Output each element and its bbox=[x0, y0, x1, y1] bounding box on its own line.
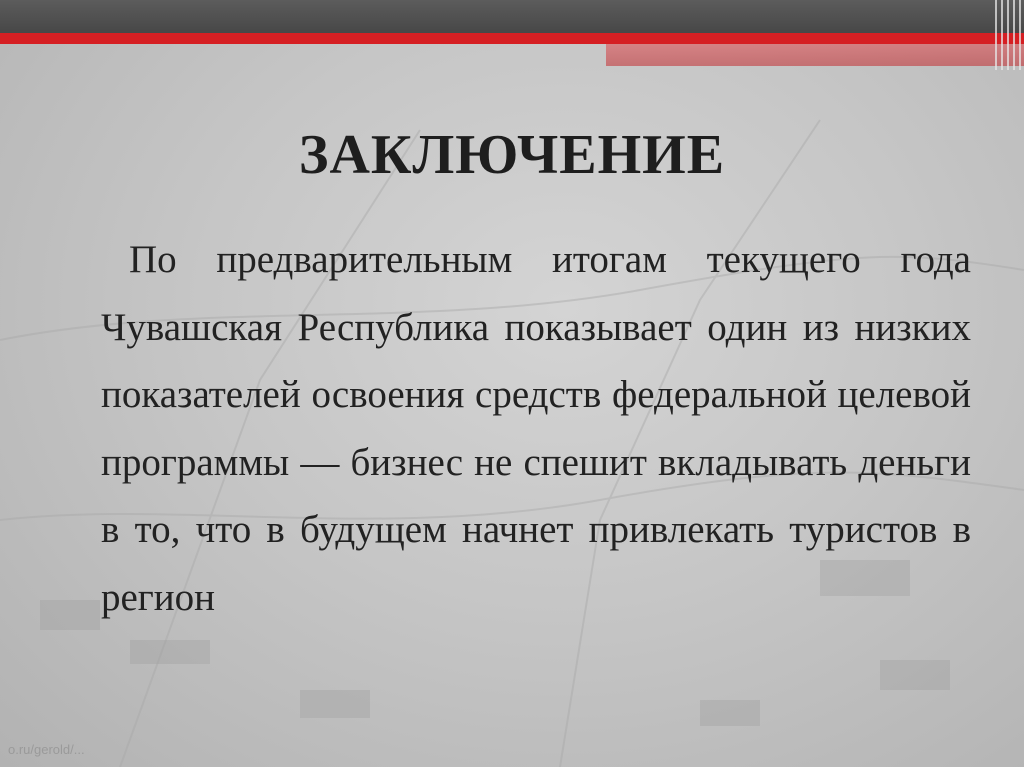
slide-title: ЗАКЛЮЧЕНИЕ bbox=[298, 124, 726, 186]
red-stripe-extension bbox=[606, 44, 1024, 66]
watermark-text: o.ru/gerold/... bbox=[8, 742, 85, 757]
red-accent-stripe bbox=[0, 33, 1024, 44]
slide-body-text: По предварительным итогам текущего года Чувашская Республика показывает один из низких показателей освоения средств федеральной целевой программы — бизнес не спешит вкладывать деньги в то, что в будущем начнет привлекать туристов в регион bbox=[101, 238, 971, 619]
top-header-bar bbox=[0, 0, 1024, 33]
